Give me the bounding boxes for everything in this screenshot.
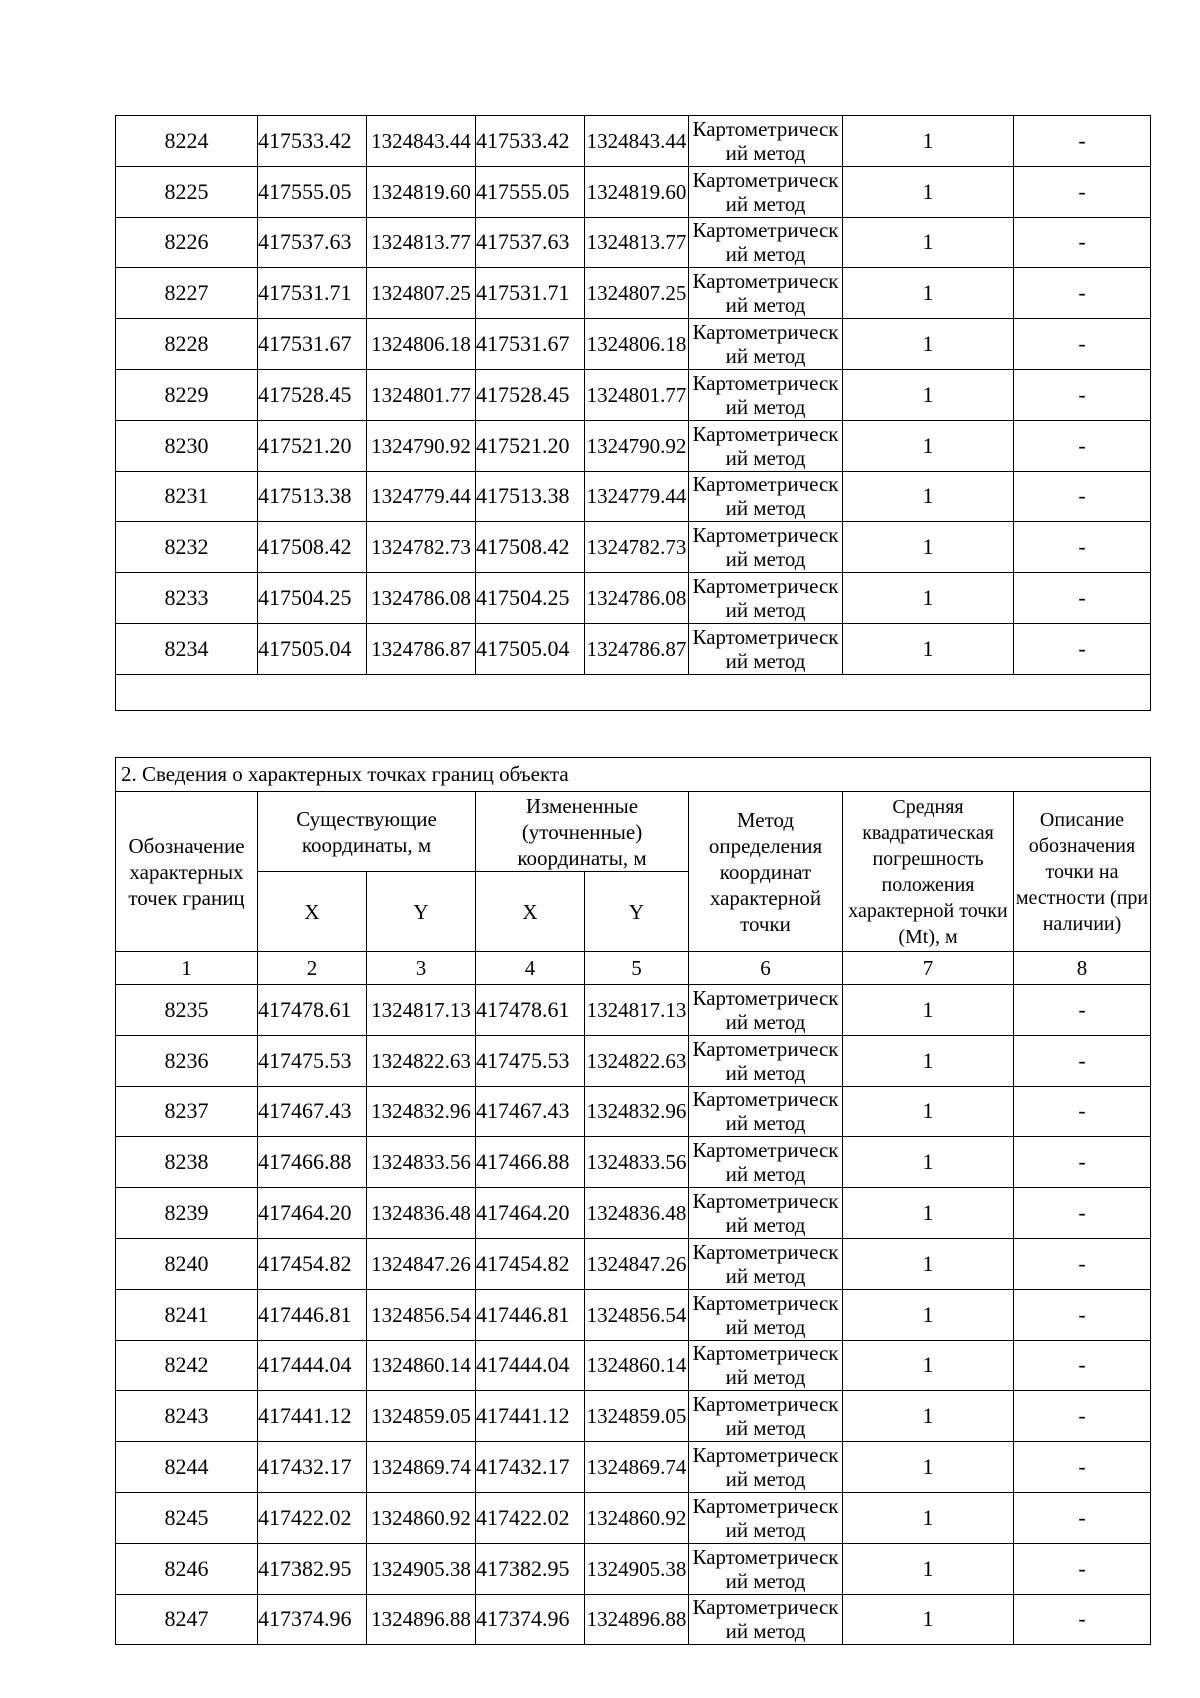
existing-y-cell: 1324859.05 — [367, 1391, 476, 1442]
mean-square-error-cell: 1 — [843, 116, 1014, 167]
point-description-cell: - — [1014, 420, 1151, 471]
existing-x-cell: 417467.43 — [258, 1086, 367, 1137]
changed-y-cell: 1324801.77 — [585, 369, 689, 420]
existing-y-cell: 1324786.08 — [367, 573, 476, 624]
changed-y-cell: 1324856.54 — [585, 1289, 689, 1340]
point-description-cell: - — [1014, 1086, 1151, 1137]
changed-x-cell: 417467.43 — [476, 1086, 585, 1137]
method-cell: Картометрический метод — [689, 1442, 843, 1493]
point-description-cell: - — [1014, 522, 1151, 573]
existing-x-cell: 417422.02 — [258, 1492, 367, 1543]
changed-x-cell: 417374.96 — [476, 1594, 585, 1645]
method-cell: Картометрический метод — [689, 1035, 843, 1086]
changed-y-cell: 1324905.38 — [585, 1543, 689, 1594]
existing-x-cell: 417531.67 — [258, 319, 367, 370]
mean-square-error-cell: 1 — [843, 522, 1014, 573]
header-changed-x: X — [476, 872, 585, 952]
mean-square-error-cell: 1 — [843, 1289, 1014, 1340]
existing-x-cell: 417537.63 — [258, 217, 367, 268]
existing-y-cell: 1324806.18 — [367, 319, 476, 370]
point-description-cell: - — [1014, 166, 1151, 217]
point-id-cell: 8233 — [116, 573, 258, 624]
empty-row — [116, 674, 1151, 710]
changed-y-cell: 1324859.05 — [585, 1391, 689, 1442]
existing-y-cell: 1324807.25 — [367, 268, 476, 319]
header-point-designation: Обозначение характерных точек границ — [116, 792, 258, 952]
mean-square-error-cell: 1 — [843, 1442, 1014, 1493]
header-changed-coordinates: Измененные (уточненные) координаты, м — [476, 792, 689, 872]
changed-y-cell: 1324843.44 — [585, 116, 689, 167]
point-description-cell: - — [1014, 268, 1151, 319]
point-description-cell: - — [1014, 369, 1151, 420]
changed-y-cell: 1324860.92 — [585, 1492, 689, 1543]
mean-square-error-cell: 1 — [843, 369, 1014, 420]
method-cell: Картометрический метод — [689, 1238, 843, 1289]
method-cell: Картометрический метод — [689, 420, 843, 471]
method-cell: Картометрический метод — [689, 1188, 843, 1239]
point-id-cell: 8232 — [116, 522, 258, 573]
existing-y-cell: 1324779.44 — [367, 471, 476, 522]
point-id-cell: 8228 — [116, 319, 258, 370]
existing-y-cell: 1324860.14 — [367, 1340, 476, 1391]
existing-x-cell: 417531.71 — [258, 268, 367, 319]
table-row — [116, 166, 1151, 217]
changed-y-cell: 1324822.63 — [585, 1035, 689, 1086]
point-id-cell: 8236 — [116, 1035, 258, 1086]
point-id-cell: 8240 — [116, 1238, 258, 1289]
method-cell: Картометрический метод — [689, 1086, 843, 1137]
column-number: 8 — [1014, 952, 1151, 985]
point-description-cell: - — [1014, 985, 1151, 1036]
changed-x-cell: 417528.45 — [476, 369, 585, 420]
changed-x-cell: 417446.81 — [476, 1289, 585, 1340]
header-point-description: Описание обозначения точки на местности (при наличии) — [1014, 792, 1151, 952]
point-id-cell: 8227 — [116, 268, 258, 319]
header-mean-square-error: Средняя квадратическая погрешность положения характерной точки (Mt), м — [843, 792, 1014, 952]
existing-y-cell: 1324843.44 — [367, 116, 476, 167]
point-id-cell: 8246 — [116, 1543, 258, 1594]
point-description-cell: - — [1014, 1035, 1151, 1086]
existing-x-cell: 417454.82 — [258, 1238, 367, 1289]
column-number: 4 — [476, 952, 585, 985]
mean-square-error-cell: 1 — [843, 420, 1014, 471]
existing-x-cell: 417444.04 — [258, 1340, 367, 1391]
table-bottom-body — [116, 985, 1151, 1645]
table-row — [116, 116, 1151, 167]
method-cell: Картометрический метод — [689, 573, 843, 624]
changed-y-cell: 1324836.48 — [585, 1188, 689, 1239]
method-cell: Картометрический метод — [689, 1340, 843, 1391]
changed-x-cell: 417382.95 — [476, 1543, 585, 1594]
table-row — [116, 471, 1151, 522]
changed-y-cell: 1324782.73 — [585, 522, 689, 573]
table-row — [116, 1289, 1151, 1340]
changed-x-cell: 417444.04 — [476, 1340, 585, 1391]
column-number: 3 — [367, 952, 476, 985]
changed-x-cell: 417513.38 — [476, 471, 585, 522]
column-number: 6 — [689, 952, 843, 985]
changed-x-cell: 417454.82 — [476, 1238, 585, 1289]
table-row — [116, 319, 1151, 370]
table-row — [116, 1188, 1151, 1239]
point-id-cell: 8243 — [116, 1391, 258, 1442]
mean-square-error-cell: 1 — [843, 1035, 1014, 1086]
mean-square-error-cell: 1 — [843, 1086, 1014, 1137]
existing-x-cell: 417466.88 — [258, 1137, 367, 1188]
point-id-cell: 8241 — [116, 1289, 258, 1340]
point-description-cell: - — [1014, 1391, 1151, 1442]
existing-y-cell: 1324832.96 — [367, 1086, 476, 1137]
point-id-cell: 8234 — [116, 623, 258, 674]
existing-y-cell: 1324822.63 — [367, 1035, 476, 1086]
existing-x-cell: 417478.61 — [258, 985, 367, 1036]
boundary-points-table — [115, 757, 1151, 1645]
method-cell: Картометрический метод — [689, 217, 843, 268]
point-description-cell: - — [1014, 319, 1151, 370]
mean-square-error-cell: 1 — [843, 217, 1014, 268]
method-cell: Картометрический метод — [689, 471, 843, 522]
changed-x-cell: 417508.42 — [476, 522, 585, 573]
mean-square-error-cell: 1 — [843, 1188, 1014, 1239]
mean-square-error-cell: 1 — [843, 623, 1014, 674]
column-numbers-row — [116, 952, 1151, 985]
existing-x-cell: 417521.20 — [258, 420, 367, 471]
table-row — [116, 1442, 1151, 1493]
table-row — [116, 522, 1151, 573]
changed-x-cell: 417531.71 — [476, 268, 585, 319]
existing-y-cell: 1324905.38 — [367, 1543, 476, 1594]
header-existing-y: Y — [367, 872, 476, 952]
changed-y-cell: 1324896.88 — [585, 1594, 689, 1645]
empty-cell — [116, 674, 1151, 710]
table-row — [116, 1543, 1151, 1594]
method-cell: Картометрический метод — [689, 1492, 843, 1543]
point-id-cell: 8231 — [116, 471, 258, 522]
point-id-cell: 8229 — [116, 369, 258, 420]
mean-square-error-cell: 1 — [843, 1340, 1014, 1391]
table-row — [116, 1340, 1151, 1391]
point-description-cell: - — [1014, 471, 1151, 522]
changed-y-cell: 1324869.74 — [585, 1442, 689, 1493]
changed-x-cell: 417533.42 — [476, 116, 585, 167]
changed-x-cell: 417537.63 — [476, 217, 585, 268]
mean-square-error-cell: 1 — [843, 1492, 1014, 1543]
table-row — [116, 985, 1151, 1036]
mean-square-error-cell: 1 — [843, 319, 1014, 370]
existing-x-cell: 417432.17 — [258, 1442, 367, 1493]
existing-y-cell: 1324847.26 — [367, 1238, 476, 1289]
changed-y-cell: 1324813.77 — [585, 217, 689, 268]
point-description-cell: - — [1014, 116, 1151, 167]
point-id-cell: 8225 — [116, 166, 258, 217]
point-id-cell: 8235 — [116, 985, 258, 1036]
method-cell: Картометрический метод — [689, 268, 843, 319]
changed-y-cell: 1324786.87 — [585, 623, 689, 674]
mean-square-error-cell: 1 — [843, 471, 1014, 522]
boundary-points-table-continued — [115, 115, 1151, 711]
changed-y-cell: 1324806.18 — [585, 319, 689, 370]
point-id-cell: 8224 — [116, 116, 258, 167]
point-description-cell: - — [1014, 1188, 1151, 1239]
header-changed-y: Y — [585, 872, 689, 952]
point-description-cell: - — [1014, 1238, 1151, 1289]
existing-y-cell: 1324801.77 — [367, 369, 476, 420]
point-id-cell: 8242 — [116, 1340, 258, 1391]
existing-y-cell: 1324836.48 — [367, 1188, 476, 1239]
existing-y-cell: 1324860.92 — [367, 1492, 476, 1543]
table-row — [116, 1035, 1151, 1086]
column-number: 1 — [116, 952, 258, 985]
point-description-cell: - — [1014, 1594, 1151, 1645]
changed-y-cell: 1324779.44 — [585, 471, 689, 522]
method-cell: Картометрический метод — [689, 369, 843, 420]
changed-y-cell: 1324832.96 — [585, 1086, 689, 1137]
existing-y-cell: 1324786.87 — [367, 623, 476, 674]
existing-x-cell: 417533.42 — [258, 116, 367, 167]
changed-x-cell: 417464.20 — [476, 1188, 585, 1239]
point-id-cell: 8244 — [116, 1442, 258, 1493]
existing-x-cell: 417382.95 — [258, 1543, 367, 1594]
header-existing-x: X — [258, 872, 367, 952]
header-method: Метод определения координат характерной точки — [689, 792, 843, 952]
changed-y-cell: 1324807.25 — [585, 268, 689, 319]
point-description-cell: - — [1014, 1289, 1151, 1340]
table-top-body — [116, 116, 1151, 675]
table-row — [116, 1391, 1151, 1442]
mean-square-error-cell: 1 — [843, 573, 1014, 624]
existing-x-cell: 417555.05 — [258, 166, 367, 217]
existing-x-cell: 417504.25 — [258, 573, 367, 624]
method-cell: Картометрический метод — [689, 1137, 843, 1188]
column-number: 7 — [843, 952, 1014, 985]
existing-y-cell: 1324782.73 — [367, 522, 476, 573]
changed-y-cell: 1324833.56 — [585, 1137, 689, 1188]
point-id-cell: 8237 — [116, 1086, 258, 1137]
changed-x-cell: 417531.67 — [476, 319, 585, 370]
mean-square-error-cell: 1 — [843, 268, 1014, 319]
table-row — [116, 420, 1151, 471]
table-row — [116, 1086, 1151, 1137]
table-row — [116, 1238, 1151, 1289]
changed-y-cell: 1324786.08 — [585, 573, 689, 624]
changed-x-cell: 417504.25 — [476, 573, 585, 624]
header-row — [116, 792, 1151, 872]
mean-square-error-cell: 1 — [843, 1543, 1014, 1594]
existing-x-cell: 417441.12 — [258, 1391, 367, 1442]
existing-y-cell: 1324856.54 — [367, 1289, 476, 1340]
existing-y-cell: 1324790.92 — [367, 420, 476, 471]
point-description-cell: - — [1014, 1340, 1151, 1391]
mean-square-error-cell: 1 — [843, 1137, 1014, 1188]
mean-square-error-cell: 1 — [843, 1238, 1014, 1289]
column-number: 2 — [258, 952, 367, 985]
existing-x-cell: 417374.96 — [258, 1594, 367, 1645]
mean-square-error-cell: 1 — [843, 166, 1014, 217]
point-description-cell: - — [1014, 1492, 1151, 1543]
table-row — [116, 217, 1151, 268]
point-id-cell: 8247 — [116, 1594, 258, 1645]
existing-y-cell: 1324869.74 — [367, 1442, 476, 1493]
table-row — [116, 369, 1151, 420]
changed-y-cell: 1324819.60 — [585, 166, 689, 217]
existing-y-cell: 1324833.56 — [367, 1137, 476, 1188]
table-row — [116, 268, 1151, 319]
existing-x-cell: 417464.20 — [258, 1188, 367, 1239]
changed-y-cell: 1324790.92 — [585, 420, 689, 471]
method-cell: Картометрический метод — [689, 522, 843, 573]
section-title-row — [116, 758, 1151, 792]
changed-x-cell: 417422.02 — [476, 1492, 585, 1543]
table-row — [116, 623, 1151, 674]
existing-x-cell: 417508.42 — [258, 522, 367, 573]
mean-square-error-cell: 1 — [843, 1391, 1014, 1442]
existing-y-cell: 1324813.77 — [367, 217, 476, 268]
existing-y-cell: 1324817.13 — [367, 985, 476, 1036]
changed-x-cell: 417432.17 — [476, 1442, 585, 1493]
point-description-cell: - — [1014, 1543, 1151, 1594]
existing-y-cell: 1324819.60 — [367, 166, 476, 217]
section-title: 2. Сведения о характерных точках границ объекта — [116, 758, 1151, 792]
point-id-cell: 8245 — [116, 1492, 258, 1543]
method-cell: Картометрический метод — [689, 166, 843, 217]
existing-x-cell: 417513.38 — [258, 471, 367, 522]
point-id-cell: 8239 — [116, 1188, 258, 1239]
existing-x-cell: 417505.04 — [258, 623, 367, 674]
mean-square-error-cell: 1 — [843, 985, 1014, 1036]
point-description-cell: - — [1014, 217, 1151, 268]
point-description-cell: - — [1014, 1442, 1151, 1493]
changed-x-cell: 417475.53 — [476, 1035, 585, 1086]
existing-x-cell: 417475.53 — [258, 1035, 367, 1086]
table-row — [116, 1137, 1151, 1188]
changed-y-cell: 1324847.26 — [585, 1238, 689, 1289]
changed-x-cell: 417505.04 — [476, 623, 585, 674]
method-cell: Картометрический метод — [689, 623, 843, 674]
point-id-cell: 8238 — [116, 1137, 258, 1188]
method-cell: Картометрический метод — [689, 116, 843, 167]
changed-y-cell: 1324817.13 — [585, 985, 689, 1036]
changed-x-cell: 417555.05 — [476, 166, 585, 217]
changed-x-cell: 417441.12 — [476, 1391, 585, 1442]
method-cell: Картометрический метод — [689, 319, 843, 370]
table-row — [116, 1594, 1151, 1645]
point-id-cell: 8226 — [116, 217, 258, 268]
column-number: 5 — [585, 952, 689, 985]
existing-x-cell: 417528.45 — [258, 369, 367, 420]
table-row — [116, 1492, 1151, 1543]
existing-x-cell: 417446.81 — [258, 1289, 367, 1340]
method-cell: Картометрический метод — [689, 1289, 843, 1340]
method-cell: Картометрический метод — [689, 985, 843, 1036]
point-id-cell: 8230 — [116, 420, 258, 471]
changed-x-cell: 417478.61 — [476, 985, 585, 1036]
table-row — [116, 573, 1151, 624]
point-description-cell: - — [1014, 573, 1151, 624]
existing-y-cell: 1324896.88 — [367, 1594, 476, 1645]
changed-y-cell: 1324860.14 — [585, 1340, 689, 1391]
method-cell: Картометрический метод — [689, 1594, 843, 1645]
method-cell: Картометрический метод — [689, 1391, 843, 1442]
mean-square-error-cell: 1 — [843, 1594, 1014, 1645]
point-description-cell: - — [1014, 1137, 1151, 1188]
header-existing-coordinates: Существующие координаты, м — [258, 792, 476, 872]
method-cell: Картометрический метод — [689, 1543, 843, 1594]
point-description-cell: - — [1014, 623, 1151, 674]
changed-x-cell: 417521.20 — [476, 420, 585, 471]
changed-x-cell: 417466.88 — [476, 1137, 585, 1188]
